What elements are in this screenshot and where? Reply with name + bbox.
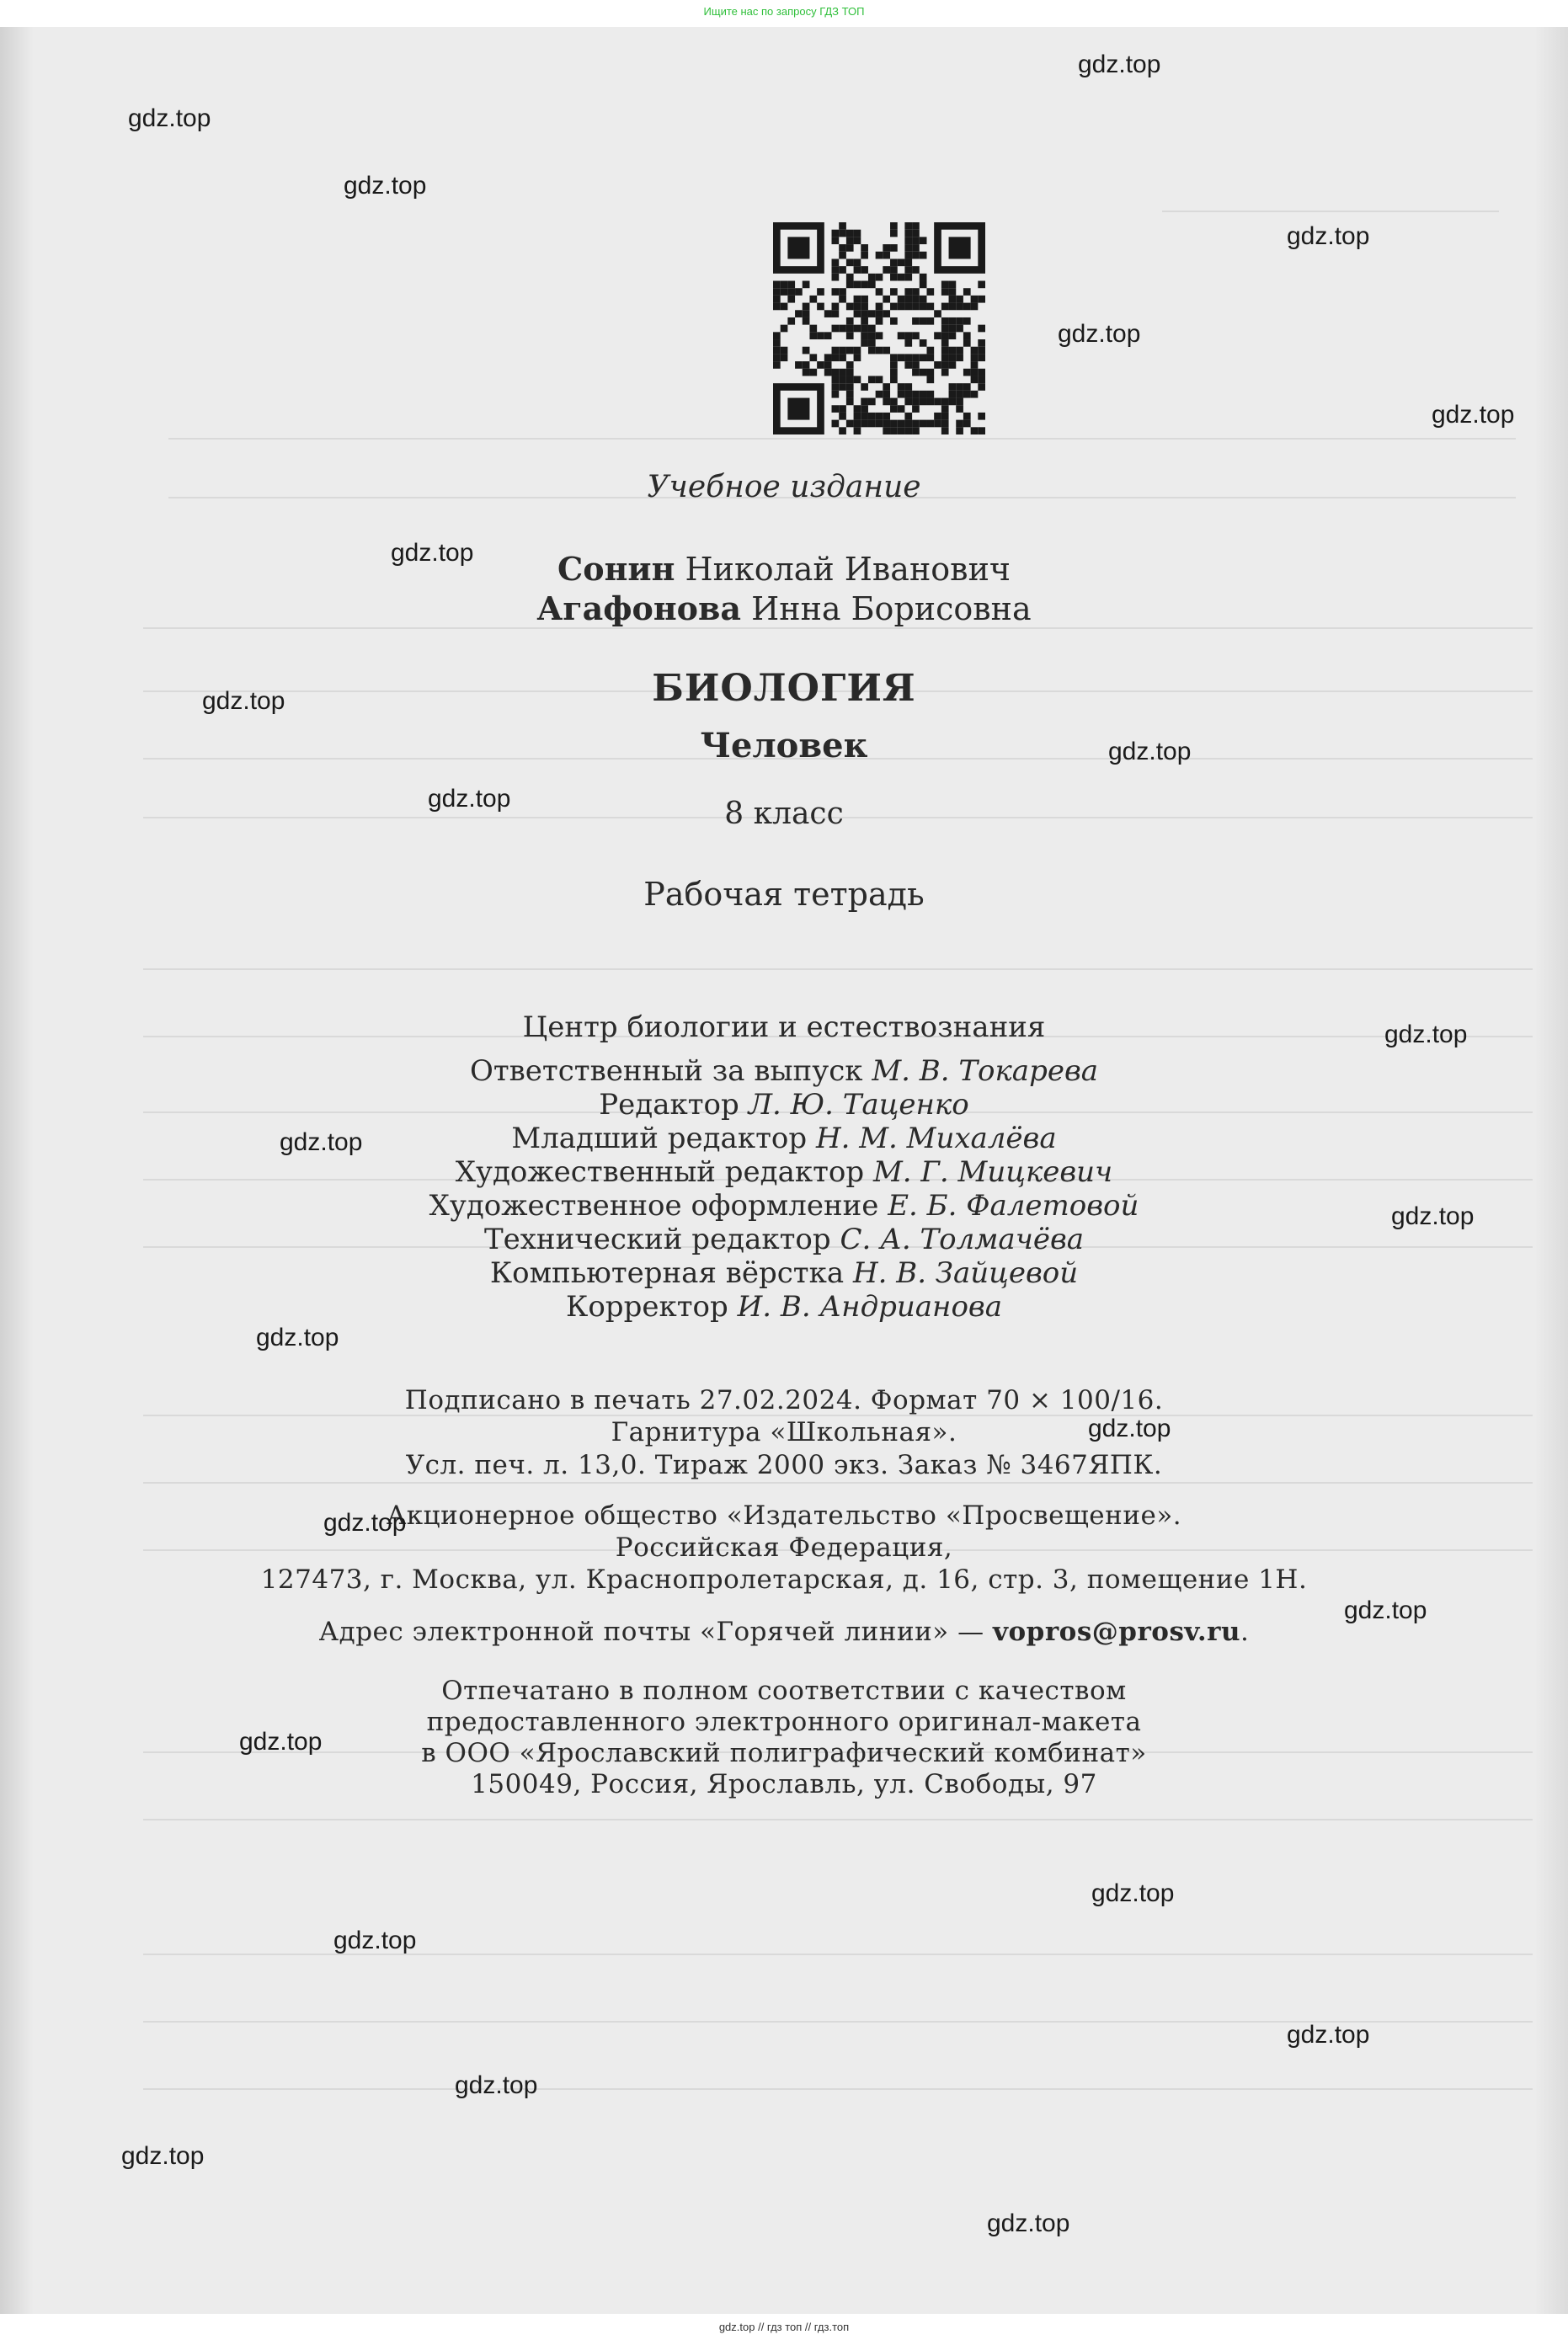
author-2: [0, 589, 1568, 627]
watermark: gdz.top: [1108, 738, 1192, 765]
credit-person: Л. Ю. Таценко: [748, 1088, 969, 1122]
imprint-print-run: Усл. печ. л. 13,0. Тираж 2000 экз. Заказ № 3467ЯПК.: [405, 1450, 1163, 1480]
credit-role: Компьютерная вёрстка: [489, 1256, 845, 1290]
credit-line: [0, 1155, 1568, 1189]
watermark: gdz.top: [1058, 320, 1141, 348]
watermark: gdz.top: [428, 785, 511, 813]
watermark: gdz.top: [1432, 401, 1515, 429]
watermark: gdz.top: [121, 2142, 205, 2170]
credit-line: [0, 1010, 1568, 1044]
credit-line: [0, 1189, 1568, 1223]
credit-person: М. Г. Мицкевич: [872, 1155, 1113, 1189]
printer-line-2: предоставленного электронного оригинал-макета: [426, 1707, 1142, 1737]
book-kind: Рабочая тетрадь: [643, 876, 925, 913]
watermark: gdz.top: [1287, 2021, 1370, 2049]
watermark: gdz.top: [1344, 1596, 1427, 1624]
watermark: gdz.top: [1088, 1415, 1171, 1442]
watermark: gdz.top: [1091, 1879, 1175, 1907]
printer-line-3: в ООО «Ярославский полиграфический комбинат»: [421, 1738, 1147, 1768]
qr-code: [773, 222, 985, 434]
credit-person: С. А. Толмачёва: [840, 1223, 1085, 1256]
publisher-name: Акционерное общество «Издательство «Просвещение».: [386, 1500, 1182, 1531]
watermark: gdz.top: [455, 2071, 538, 2099]
watermark: gdz.top: [239, 1728, 323, 1756]
credit-person: М. В. Токарева: [872, 1054, 1099, 1088]
publisher-country: Российская Федерация,: [615, 1532, 953, 1563]
credit-role: Технический редактор: [483, 1223, 831, 1256]
credit-person: Н. В. Зайцевой: [852, 1256, 1079, 1290]
watermark: gdz.top: [391, 539, 474, 567]
credit-role: Художественное оформление: [429, 1189, 879, 1223]
watermark: gdz.top: [128, 104, 211, 132]
edition-type: Учебное издание: [647, 470, 921, 504]
watermark: gdz.top: [333, 1927, 417, 1954]
credit-line: [0, 1223, 1568, 1256]
watermark: gdz.top: [1391, 1202, 1475, 1230]
publisher-address: 127473, г. Москва, ул. Краснопролетарская, д. 16, стр. 3, помещение 1Н.: [260, 1564, 1308, 1595]
credit-role: Младший редактор: [511, 1122, 808, 1155]
author-1-name: Николай Иванович: [685, 551, 1011, 588]
watermark: gdz.top: [1384, 1021, 1468, 1048]
printer-line-1: Отпечатано в полном соответствии с качеством: [441, 1676, 1127, 1706]
imprint-typeface: Гарнитура «Школьная».: [611, 1417, 957, 1447]
watermark: gdz.top: [280, 1128, 363, 1156]
watermark: gdz.top: [202, 687, 285, 715]
credit-line: [0, 1088, 1568, 1122]
credit-line: [0, 1290, 1568, 1324]
author-2-surname: Агафонова: [536, 589, 742, 627]
author-1: [0, 550, 1568, 588]
hotline-email-line: [0, 1617, 1568, 1647]
credit-line: [0, 1256, 1568, 1290]
watermark: gdz.top: [987, 2209, 1070, 2237]
credit-role: Художественный редактор: [455, 1155, 865, 1189]
author-1-surname: Сонин: [557, 550, 675, 588]
author-2-name: Инна Борисовна: [751, 590, 1032, 627]
credit-person: Н. М. Михалёва: [815, 1122, 1057, 1155]
credit-line: [0, 1054, 1568, 1088]
watermark: gdz.top: [323, 1509, 407, 1537]
hotline-email-end: .: [1240, 1617, 1250, 1647]
watermark: gdz.top: [256, 1324, 339, 1351]
book-subject: БИОЛОГИЯ: [652, 667, 916, 710]
imprint-print-date: Подписано в печать 27.02.2024. Формат 70 × 100/16.: [404, 1385, 1164, 1415]
top-banner[interactable]: Ищите нас по запросу ГДЗ ТОП: [703, 5, 865, 18]
credit-role: Ответственный за выпуск: [469, 1054, 863, 1088]
credit-person: И. В. Андрианова: [737, 1290, 1002, 1324]
printer-address: 150049, Россия, Ярославль, ул. Свободы, 97: [471, 1769, 1097, 1799]
credit-person: Е. Б. Фалетовой: [888, 1189, 1139, 1223]
hotline-email-link[interactable]: vopros@prosv.ru: [992, 1617, 1240, 1647]
credit-line: [0, 1122, 1568, 1155]
watermark: gdz.top: [1287, 222, 1370, 250]
credit-role: Центр биологии и естествознания: [522, 1010, 1046, 1044]
credit-role: Корректор: [566, 1290, 728, 1324]
credit-role: Редактор: [599, 1088, 739, 1122]
watermark: gdz.top: [1078, 51, 1161, 78]
hotline-email-label: Адрес электронной почты «Горячей линии» —: [318, 1617, 984, 1647]
bottom-banner[interactable]: gdz.top // гдз топ // гдз.топ: [718, 2321, 850, 2333]
watermark: gdz.top: [344, 172, 427, 200]
book-grade: 8 класс: [724, 797, 844, 831]
book-topic: Человек: [700, 726, 868, 765]
